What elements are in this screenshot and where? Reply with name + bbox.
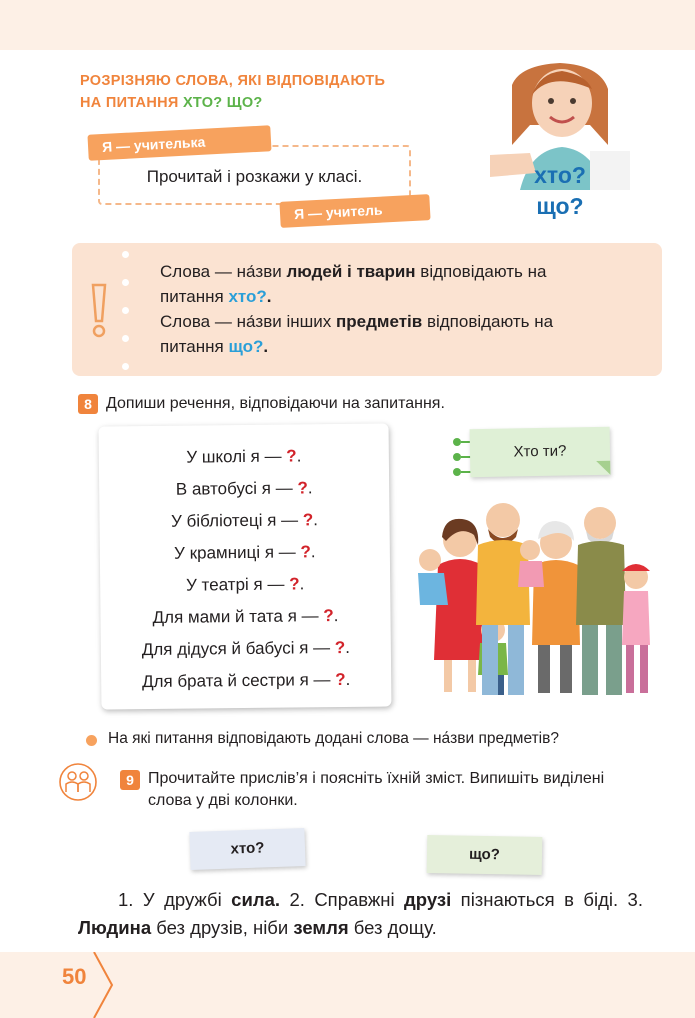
sentence-text: У театрі я —	[185, 574, 290, 595]
heading-prefix: НА ПИТАННЯ	[80, 95, 183, 111]
heading-line1: РОЗРІЗНЯЮ СЛОВА, ЯКІ ВІДПОВІДАЮТЬ	[80, 73, 386, 89]
sentence-item	[101, 631, 391, 666]
proverb-part: без друзів, ніби	[151, 917, 294, 938]
exercise-8-instruction: Допиши речення, відповідаючи на запитання.	[106, 395, 445, 412]
sentence-item	[101, 663, 391, 698]
sentence-end: .	[296, 446, 302, 466]
rule-part: відповідають на	[415, 262, 547, 281]
sentence-text: Для дідуся й бабусі я —	[141, 638, 335, 660]
sentence-end: .	[307, 478, 313, 498]
question-mark: ?	[335, 669, 346, 690]
sentence-text: Для брата й сестри я —	[141, 670, 336, 692]
task-box: Прочитай і розкажи у класі.	[98, 145, 411, 205]
proverb-bold: земля	[293, 917, 349, 938]
sentence-item	[100, 535, 390, 570]
sentence-text: У бібліотеці я —	[170, 510, 303, 531]
sentence-item	[99, 503, 389, 538]
sentence-card	[99, 423, 392, 709]
question-mark: ?	[286, 446, 297, 466]
sentence-item	[99, 439, 389, 474]
question-mark: ?	[302, 510, 314, 530]
proverbs-text	[78, 886, 643, 942]
exercise-9-instruction: Прочитайте прислів’я і поясніть їхній зміст. Випишіть виділені слова у дві колонки.	[148, 770, 605, 809]
proverb-part: 1. У дружбі	[118, 889, 232, 910]
exercise-9-number: 9	[120, 770, 140, 790]
sentence-end: .	[345, 669, 351, 689]
rule-line	[160, 259, 640, 284]
rule-part: Слова — на́зви інших	[160, 312, 336, 331]
exercise-8-number: 8	[78, 394, 98, 414]
rule-dot	[122, 363, 129, 370]
proverb-part: без дощу.	[348, 917, 437, 938]
proverb-bold: Людина	[78, 917, 152, 938]
sentence-list	[99, 423, 392, 698]
section-heading	[80, 70, 460, 114]
rule-part: Слова — на́зви	[160, 262, 287, 281]
question-mark: ?	[334, 637, 346, 658]
heading-line2	[80, 92, 460, 114]
column-card-what: що?	[427, 835, 543, 875]
sentence-item	[100, 599, 390, 634]
side-question-who: хто?	[534, 162, 586, 188]
question-mark: ?	[323, 606, 334, 626]
question-mark: ?	[289, 574, 300, 594]
sentence-end: .	[310, 542, 316, 562]
sentence-text: У крамниці я —	[174, 542, 301, 563]
rule-panel	[72, 243, 662, 376]
proverb-bold: сила.	[231, 889, 280, 910]
bullet-dot	[86, 735, 97, 746]
side-question-what: що?	[536, 193, 584, 219]
page-chevron-icon	[92, 952, 116, 1018]
rule-text	[160, 259, 640, 359]
family-illustration	[408, 495, 663, 700]
who-are-you-note: Хто ти?	[470, 427, 611, 477]
rule-part: .	[266, 287, 272, 306]
sentence-end: .	[313, 510, 319, 530]
question-mark: ?	[300, 542, 311, 562]
rule-bold: предметів	[336, 312, 423, 331]
exclamation-icon	[89, 283, 109, 339]
column-card-who: хто?	[189, 828, 305, 870]
rule-question-who: хто?	[228, 287, 267, 306]
role-tag-teacher-female: Я — учителька	[87, 125, 271, 161]
rule-question-what: що?	[228, 337, 264, 356]
sentence-text: В автобусі я —	[175, 478, 298, 499]
proverb-part: пізнаються в біді. 3.	[451, 889, 643, 910]
sentence-end: .	[299, 574, 305, 594]
rule-part: .	[263, 337, 269, 356]
pair-work-icon	[58, 762, 98, 802]
side-questions	[520, 160, 600, 222]
question-mark: ?	[297, 478, 308, 498]
sentence-item	[99, 471, 389, 506]
top-band	[0, 0, 695, 50]
sentence-text: У школі я —	[186, 446, 287, 467]
rule-bold: людей і тварин	[286, 262, 416, 281]
rule-line	[160, 309, 640, 334]
proverb-part: 2. Справжні	[280, 889, 405, 910]
role-tag-teacher-male: Я — учитель	[279, 194, 430, 228]
rule-part: питання	[160, 337, 229, 356]
rule-line	[160, 284, 640, 309]
rule-dot	[122, 279, 129, 286]
sentence-end: .	[333, 606, 339, 626]
rule-dot	[122, 335, 129, 342]
rule-dot	[122, 251, 129, 258]
rule-part: питання	[160, 287, 229, 306]
rule-line	[160, 334, 640, 359]
sentence-text: Для мами й тата я —	[152, 606, 324, 627]
sentence-item	[100, 567, 390, 602]
proverb-bold: друзі	[404, 889, 452, 910]
rule-dot	[122, 307, 129, 314]
heading-who: ХТО?	[182, 95, 223, 111]
heading-what: ЩО?	[222, 95, 263, 111]
question-line: На які питання відповідають додані слова — на́зви предметів?	[108, 730, 559, 747]
sentence-end: .	[345, 637, 351, 657]
page-number: 50	[62, 964, 87, 989]
rule-part: відповідають на	[422, 312, 554, 331]
